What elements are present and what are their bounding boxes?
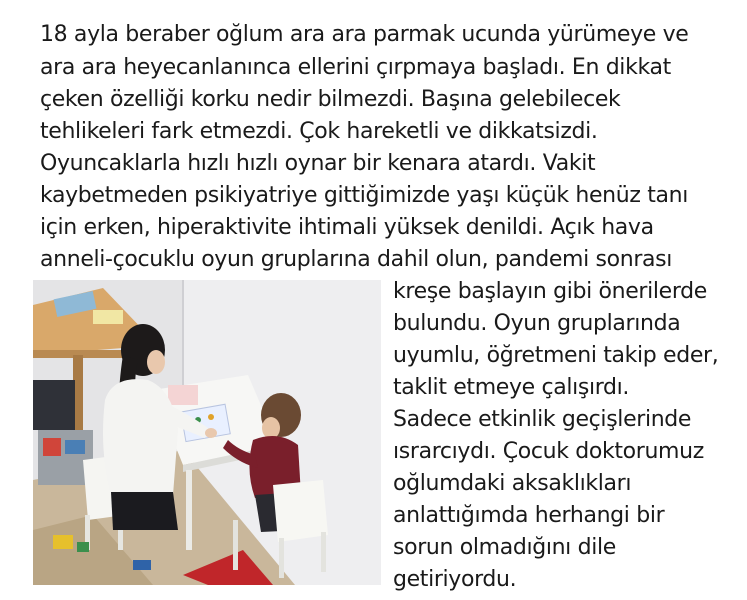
paragraph-line: oğlumdaki aksaklıkları <box>393 471 632 496</box>
paragraph-line: getiriyordu. <box>393 567 517 592</box>
paragraph-line: için erken, hiperaktivite ihtimali yüksek denildi. Açık hava <box>40 215 654 240</box>
paragraph-line: ısrarcıydı. Çocuk doktorumuz <box>393 439 704 464</box>
paragraph-line: kaybetmeden psikiyatriye gittiğimizde yaşı küçük henüz tanı <box>40 183 688 208</box>
paragraph-line: 18 ayla beraber oğlum ara ara parmak ucunda yürümeye ve <box>40 22 689 47</box>
therapy-session-photo <box>33 280 381 585</box>
paragraph-line: anneli-çocuklu oyun gruplarına dahil olun, pandemi sonrası <box>40 247 673 272</box>
paragraph-line: Oyuncaklarla hızlı hızlı oynar bir kenara atardı. Vakit <box>40 151 596 176</box>
paragraph-line: taklit etmeye çalışırdı. <box>393 375 630 400</box>
paragraph-line: Sadece etkinlik geçişlerinde <box>393 407 692 432</box>
paragraph-line: anlattığımda herhangi bir <box>393 503 665 528</box>
paragraph-line: sorun olmadığını dile <box>393 535 616 560</box>
paragraph-line: uyumlu, öğretmeni takip eder, <box>393 343 719 368</box>
paragraph-line: kreşe başlayın gibi önerilerde <box>393 279 707 304</box>
paragraph-line: tehlikeleri fark etmezdi. Çok hareketli ve dikkatsizdi. <box>40 119 598 144</box>
paragraph-line: çeken özelliği korku nedir bilmezdi. Başına gelebilecek <box>40 87 621 112</box>
paragraph-line: bulundu. Oyun gruplarında <box>393 311 681 336</box>
paragraph-line: ara ara heyecanlanınca ellerini çırpmaya başladı. En dikkat <box>40 55 671 80</box>
